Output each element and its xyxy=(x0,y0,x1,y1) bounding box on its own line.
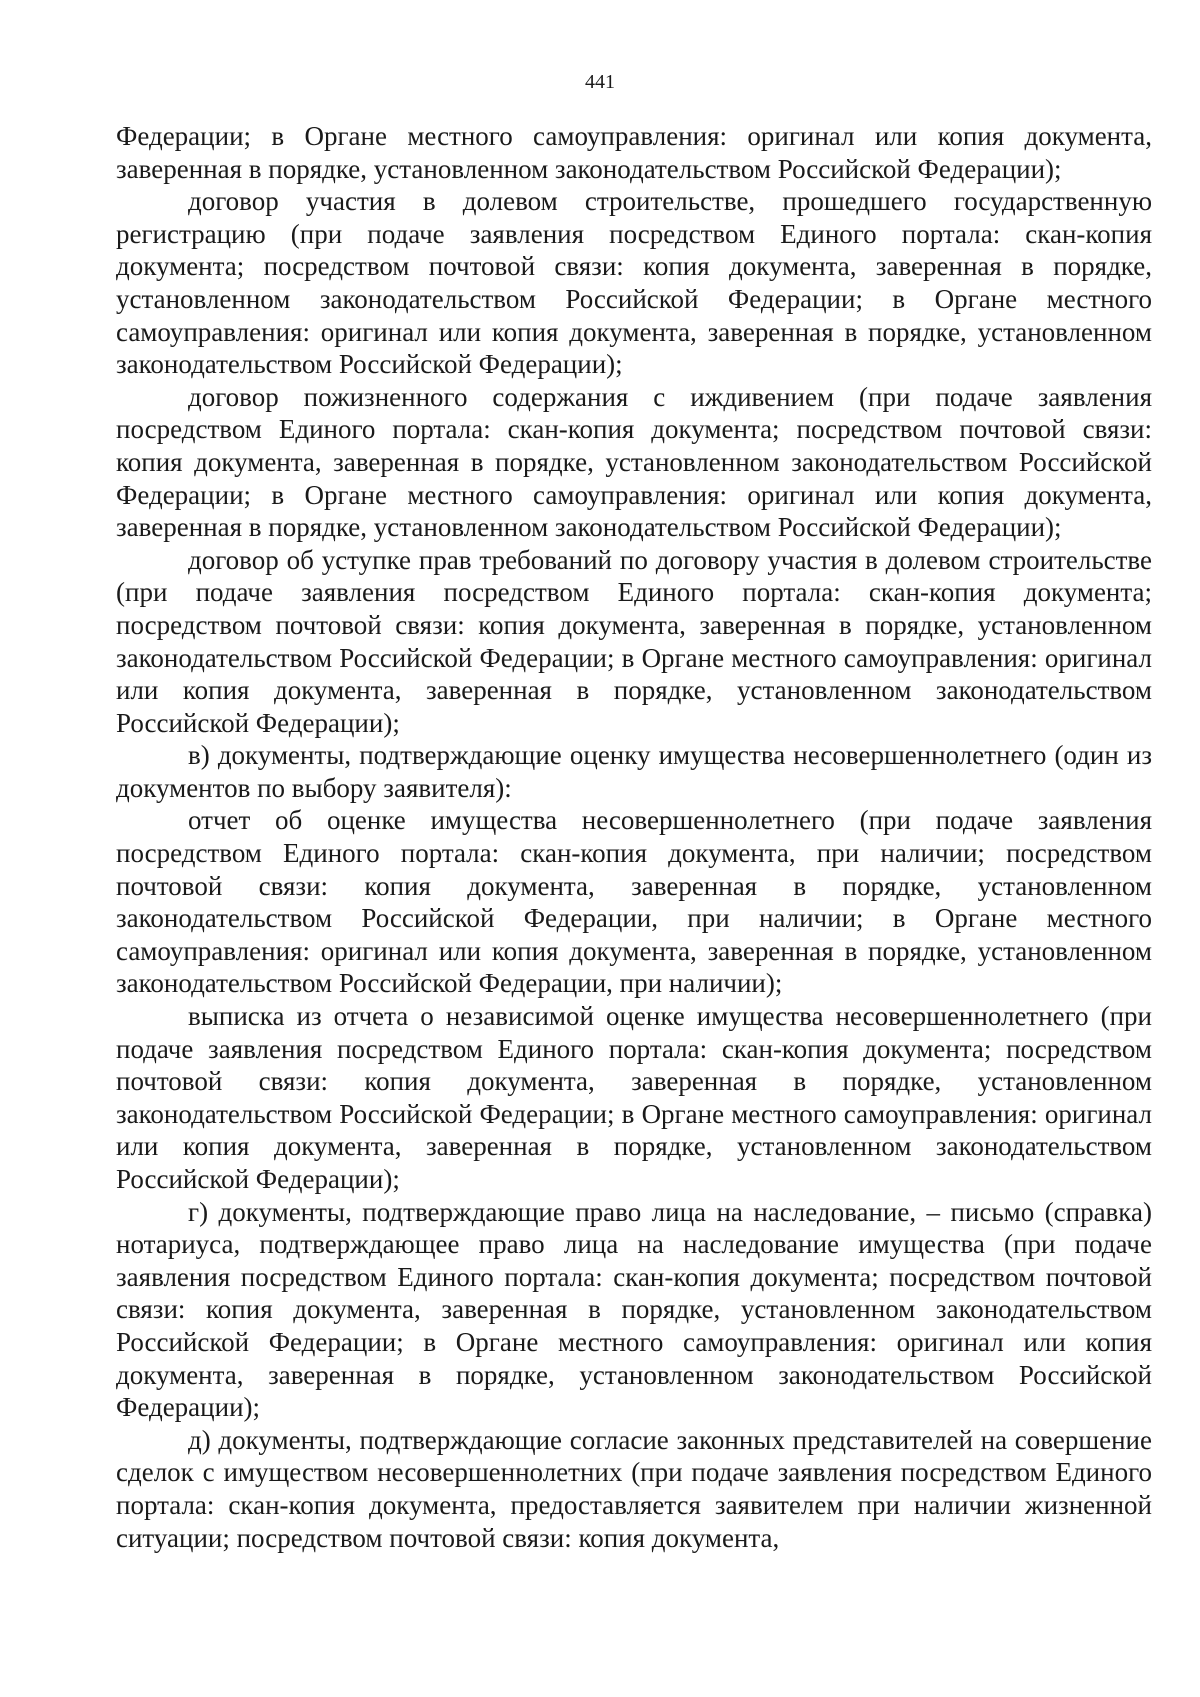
paragraph: отчет об оценке имущества несовершеннолетнего (при подаче заявления посредством Единого портала: скан-копия документа, при наличии; посредством почтовой связи: копия документа, заверенная в порядке, установленном законодательством Российской Федерации, при наличии; в Органе местного самоуправления: оригинал или копия документа, заверенная в порядке, установленном законодательством Российской Федерации, при наличии); xyxy=(116,805,1152,999)
paragraph: договор участия в долевом строительстве, прошедшего государственную регистрацию (при подаче заявления посредством Единого портала: скан-копия документа; посредством почтовой связи: копия документа, заверенная в порядке, установленном законодательством Российской Федерации; в Органе местного самоуправления: оригинал или копия документа, заверенная в порядке, установленном законодательством Российской Федерации); xyxy=(116,186,1152,380)
paragraph: выписка из отчета о независимой оценке имущества несовершеннолетнего (при подаче заявления посредством Единого портала: скан-копия документа; посредством почтовой связи: копия документа, заверенная в порядке, установленном законодательством Российской Федерации; в Органе местного самоуправления: оригинал или копия документа, заверенная в порядке, установленном законодательством Российской Федерации); xyxy=(116,1001,1152,1194)
paragraph: договор об уступке прав требований по договору участия в долевом строительстве (при подаче заявления посредством Единого портала: скан-копия документа; посредством почтовой связи: копия документа, заверенная в порядке, установленном законодательством Российской Федерации; в Органе местного самоуправления: оригинал или копия документа, заверенная в порядке, установленном законодательством Российской Федерации); xyxy=(116,544,1152,738)
paragraph: Федерации; в Органе местного самоуправления: оригинал или копия документа, заверенная в порядке, установленном законодательством Российской Федерации); xyxy=(116,121,1152,184)
document-body xyxy=(116,120,1152,1554)
paragraph: договор пожизненного содержания с иждивением (при подаче заявления посредством Единого портала: скан-копия документа; посредством почтовой связи: копия документа, заверенная в порядке, установленном законодательством Российской Федерации; в Органе местного самоуправления: оригинал или копия документа, заверенная в порядке, установленном законодательством Российской Федерации); xyxy=(116,381,1152,543)
paragraph: г) документы, подтверждающие право лица на наследование, – письмо (справка) нотариуса, подтверждающее право лица на наследование имущества (при подаче заявления посредством Единого портала: скан-копия документа; посредством почтовой связи: копия документа, заверенная в порядке, установленном законодательством Российской Федерации; в Органе местного самоуправления: оригинал или копия документа, заверенная в порядке, установленном законодательством Российской Федерации); xyxy=(116,1196,1152,1423)
paragraph: в) документы, подтверждающие оценку имущества несовершеннолетнего (один из документов по выбору заявителя): xyxy=(116,740,1152,803)
page-number: 441 xyxy=(585,71,615,93)
paragraph: д) документы, подтверждающие согласие законных представителей на совершение сделок с имуществом несовершеннолетних (при подаче заявления посредством Единого портала: скан-копия документа, предоставляется заявителем при наличии жизненной ситуации; посредством почтовой связи: копия документа, xyxy=(116,1424,1152,1553)
